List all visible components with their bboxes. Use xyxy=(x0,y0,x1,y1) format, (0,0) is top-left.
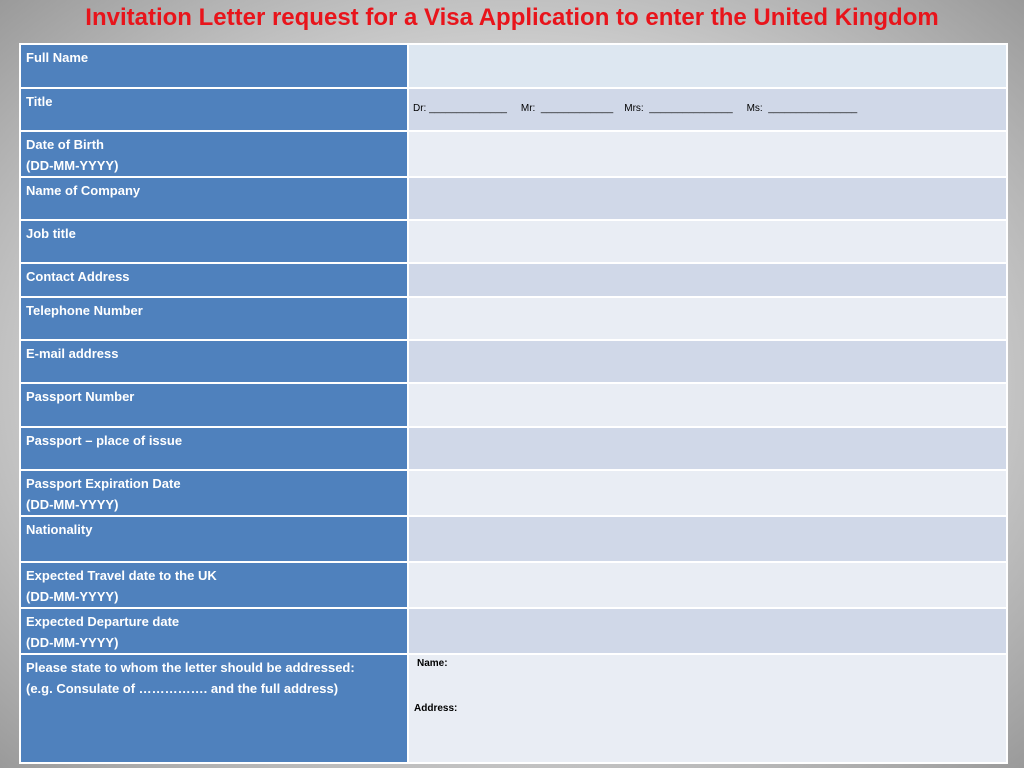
form-row-job-title xyxy=(20,220,1007,263)
form-row-company xyxy=(20,177,1007,220)
passport-place-label xyxy=(20,427,408,470)
form-row-addressee xyxy=(20,654,1007,763)
label-text: Passport Expiration Date xyxy=(26,476,181,491)
form-row-passport-place xyxy=(20,427,1007,470)
form-row-passport-expiration xyxy=(20,470,1007,516)
passport-number-label xyxy=(20,383,408,427)
label-format-hint: (DD-MM-YYYY) xyxy=(26,589,119,604)
form-row-telephone xyxy=(20,297,1007,340)
form-row-contact-address xyxy=(20,263,1007,297)
form-row-nationality xyxy=(20,516,1007,562)
nationality-field[interactable] xyxy=(408,516,1007,562)
label-example-hint: (e.g. Consulate of ……………. and the full address) xyxy=(26,681,339,696)
full-name-field[interactable] xyxy=(408,44,1007,88)
telephone-field[interactable] xyxy=(408,297,1007,340)
passport-place-field[interactable] xyxy=(408,427,1007,470)
label-text: Name of Company xyxy=(26,183,141,198)
travel-date-label xyxy=(20,562,408,608)
label-text: Title xyxy=(26,94,53,109)
label-text: Nationality xyxy=(26,522,93,537)
company-label xyxy=(20,177,408,220)
addressee-label xyxy=(20,654,408,763)
form-row-travel-date xyxy=(20,562,1007,608)
label-text: Passport – place of issue xyxy=(26,433,183,448)
form-row-departure-date xyxy=(20,608,1007,654)
label-text: Contact Address xyxy=(26,269,130,284)
date-of-birth-field[interactable] xyxy=(408,131,1007,177)
addressee-address-label: Address: xyxy=(414,703,458,714)
label-text: Passport Number xyxy=(26,389,135,404)
email-label xyxy=(20,340,408,383)
title-field[interactable] xyxy=(408,88,1007,131)
addressee-name-label: Name: xyxy=(417,658,448,669)
company-field[interactable] xyxy=(408,177,1007,220)
label-text: Date of Birth xyxy=(26,137,104,152)
passport-number-field[interactable] xyxy=(408,383,1007,427)
form-row-date-of-birth xyxy=(20,131,1007,177)
document-title: Invitation Letter request for a Visa Application to enter the United Kingdom xyxy=(85,4,939,31)
label-format-hint: (DD-MM-YYYY) xyxy=(26,497,119,512)
form-row-passport-number xyxy=(20,383,1007,427)
contact-address-label xyxy=(20,263,408,297)
email-field[interactable] xyxy=(408,340,1007,383)
full-name-label xyxy=(20,44,408,88)
date-of-birth-label xyxy=(20,131,408,177)
label-format-hint: (DD-MM-YYYY) xyxy=(26,158,119,173)
form-row-email xyxy=(20,340,1007,383)
job-title-label xyxy=(20,220,408,263)
label-format-hint: (DD-MM-YYYY) xyxy=(26,635,119,650)
telephone-label xyxy=(20,297,408,340)
passport-expiration-label xyxy=(20,470,408,516)
form-row-full-name xyxy=(20,44,1007,88)
job-title-field[interactable] xyxy=(408,220,1007,263)
title-options: Dr: ______________ Mr: _____________ Mrs: _______________ Ms: ________________ xyxy=(413,103,858,114)
label-text: Telephone Number xyxy=(26,303,143,318)
label-text: E-mail address xyxy=(26,346,119,361)
label-text: Please state to whom the letter should be addressed: xyxy=(26,660,355,675)
nationality-label xyxy=(20,516,408,562)
label-text: Expected Travel date to the UK xyxy=(26,568,217,583)
travel-date-field[interactable] xyxy=(408,562,1007,608)
addressee-field[interactable] xyxy=(408,654,1007,763)
invitation-request-form xyxy=(19,43,1008,764)
title-label xyxy=(20,88,408,131)
label-text: Full Name xyxy=(26,50,89,65)
passport-expiration-field[interactable] xyxy=(408,470,1007,516)
form-row-title xyxy=(20,88,1007,131)
departure-date-field[interactable] xyxy=(408,608,1007,654)
departure-date-label xyxy=(20,608,408,654)
label-text: Job title xyxy=(26,226,76,241)
contact-address-field[interactable] xyxy=(408,263,1007,297)
label-text: Expected Departure date xyxy=(26,614,180,629)
